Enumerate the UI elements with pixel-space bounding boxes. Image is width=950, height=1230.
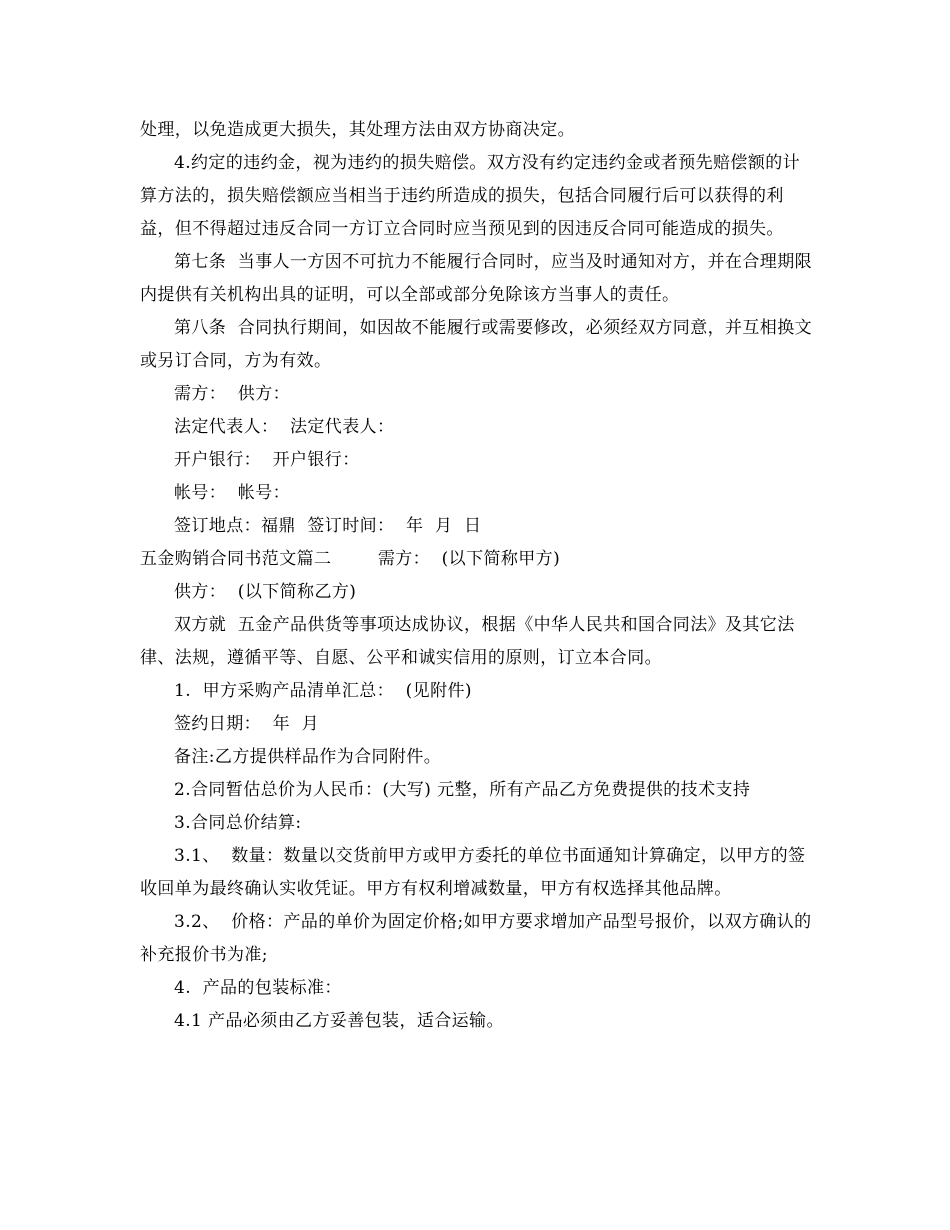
paragraph-6: 法定代表人： 法定代表人： <box>174 417 395 437</box>
paragraph-11: 供方： (以下简称乙方) <box>174 582 357 602</box>
paragraph-3: 第七条 当事人一方因不可抗力不能履行合同时，应当及时通知对方，并在合理期限内提供有关机构出具的证明，可以全部或部分免除该方当事人的责任。 <box>140 252 813 305</box>
paragraph-1: 处理，以免造成更大损失，其处理方法由双方协商决定。 <box>140 120 575 140</box>
paragraph-7: 开户银行： 开户银行： <box>174 450 360 470</box>
paragraph-8: 帐号： 帐号： <box>174 483 291 503</box>
paragraph-14: 签约日期： 年 月 <box>174 714 320 734</box>
paragraph-21: 4.1 产品必须由乙方妥善包装，适合运输。 <box>174 1011 504 1031</box>
paragraph-5: 需方： 供方： <box>174 384 291 404</box>
paragraph-13: 1. 甲方采购产品清单汇总： (见附件) <box>174 681 472 701</box>
paragraph-16: 2.合同暂估总价为人民币：(大写) 元整，所有产品乙方免费提供的技术支持 <box>174 780 751 800</box>
paragraph-12: 双方就 五金产品供货等事项达成协议，根据《中华人民共和国合同法》及其它法律、法规，遵循平等、自愿、公平和诚实信用的原则，订立本合同。 <box>140 615 795 668</box>
paragraph-2: 4.约定的违约金，视为违约的损失赔偿。双方没有约定违约金或者预先赔偿额的计算方法的，损失赔偿额应当相当于违约所造成的损失，包括合同履行后可以获得的利益，但不得超过违反合同一方订立合同时应当预见到的因违反合同可能造成的损失。 <box>140 153 801 239</box>
paragraph-19: 3.2、 价格：产品的单价为固定价格;如甲方要求增加产品型号报价，以双方确认的补充报价书为准; <box>140 912 812 965</box>
section-heading: 五金购销合同书范文篇二 需方： (以下简称甲方) <box>140 549 561 569</box>
paragraph-20: 4. 产品的包装标准： <box>174 978 342 998</box>
paragraph-9: 签订地点：福鼎 签订时间： 年 月 日 <box>174 516 482 536</box>
document-body <box>140 114 812 1038</box>
paragraph-15: 备注:乙方提供样品作为合同附件。 <box>174 747 442 767</box>
paragraph-17: 3.合同总价结算: <box>174 813 302 833</box>
paragraph-18: 3.1、 数量：数量以交货前甲方或甲方委托的单位书面通知计算确定，以甲方的签收回单为最终确认实收凭证。甲方有权利增减数量，甲方有权选择其他品牌。 <box>140 846 806 899</box>
paragraph-4: 第八条 合同执行期间，如因故不能履行或需要修改，必须经双方同意，并互相换文或另订合同，方为有效。 <box>140 318 813 371</box>
